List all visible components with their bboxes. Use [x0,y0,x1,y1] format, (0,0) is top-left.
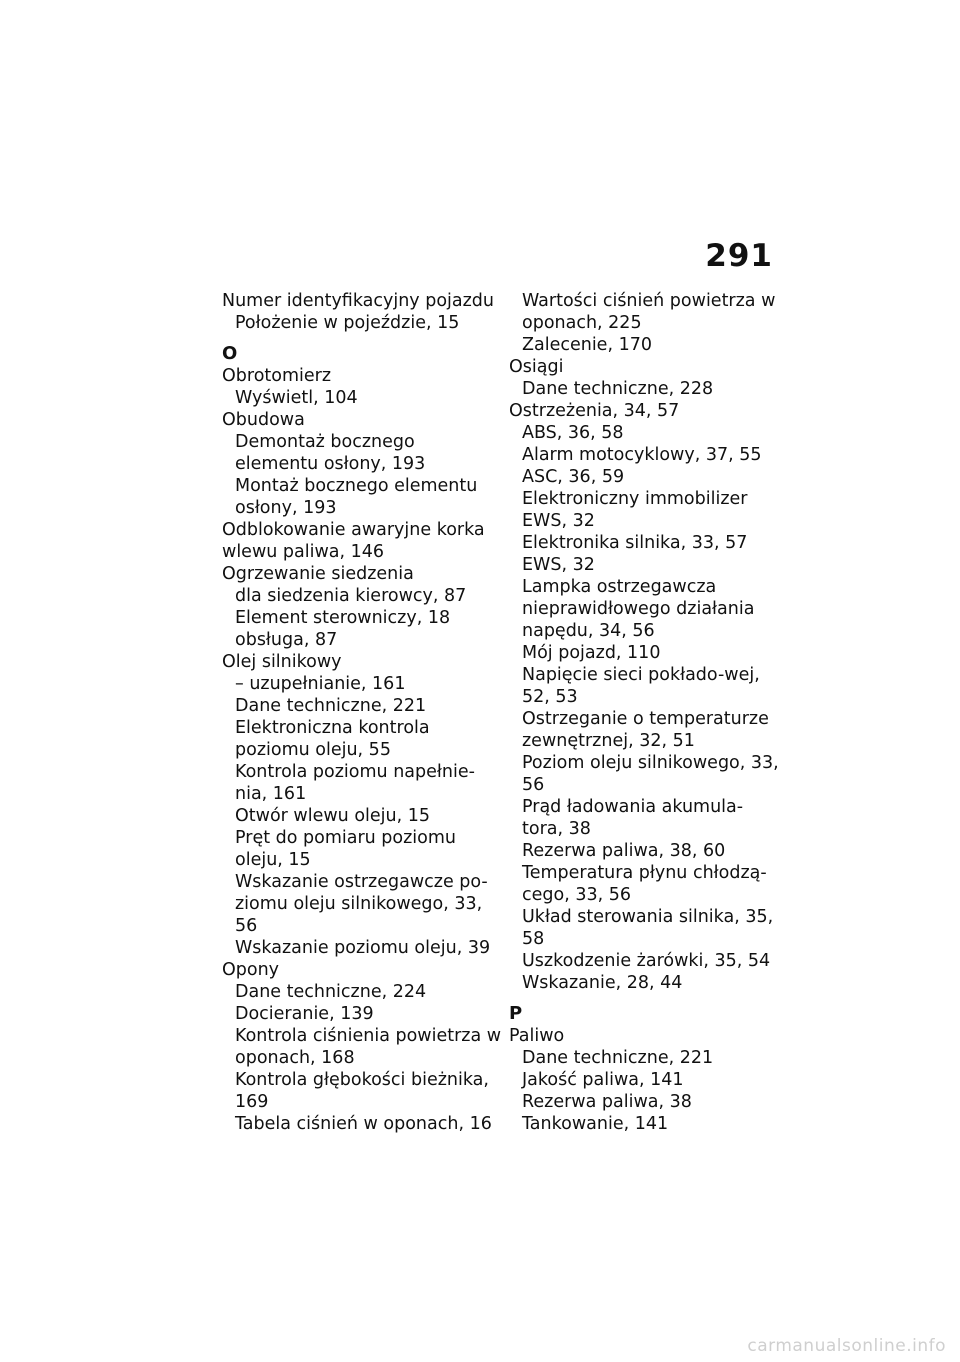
index-subentry: Elektroniczna kontrola poziomu oleju, 55 [235,718,430,760]
index-column-right [509,290,784,1135]
index-term: Obudowa [222,410,305,430]
index-subentry: Mój pojazd, 110 [522,643,661,663]
index-subentry: Elektronika silnika, 33, 57 [522,533,748,553]
index-subentry: Tankowanie, 141 [522,1114,669,1134]
index-term: Opony [222,960,280,980]
index-subentry: Alarm motocyklowy, 37, 55 [522,445,762,465]
index-term: Ogrzewanie siedzenia [222,564,414,584]
index-term: Obrotomierz [222,366,332,386]
index-term: Ostrzeżenia, 34, 57 [509,401,680,421]
index-subentry: Wyświetl, 104 [235,388,358,408]
index-term: Odblokowanie awaryjne korka wlewu paliwa, 146 [222,520,485,562]
index-subentry: Zalecenie, 170 [522,335,652,355]
index-subentry: Wskazanie, 28, 44 [522,973,683,993]
index-subentry: Rezerwa paliwa, 38, 60 [522,841,726,861]
watermark-footer: carmanualsonline.info [747,1336,946,1356]
index-subentry: obsługa, 87 [235,630,338,650]
index-subentry: Elektroniczny immobilizer EWS, 32 [522,489,748,531]
index-subentry: Dane techniczne, 221 [522,1048,714,1068]
index-subentry: Wartości ciśnień powietrza w oponach, 225 [522,291,776,333]
index-subentry: Rezerwa paliwa, 38 [522,1092,692,1112]
index-subentry: Lampka ostrzegawcza nieprawidłowego działania napędu, 34, 56 [522,577,755,641]
index-subentry: dla siedzenia kierowcy, 87 [235,586,467,606]
index-column-left [222,290,502,1135]
index-subentry: Układ sterowania silnika, 35, 58 [522,907,774,949]
index-subentry: Dane techniczne, 228 [522,379,714,399]
index-subentry: Montaż bocznego elementu osłony, 193 [235,476,478,518]
index-subentry: Dane techniczne, 224 [235,982,427,1002]
index-section-letter: O [222,343,238,364]
index-subentry: Temperatura płynu chłodzą-cego, 33, 56 [522,863,767,905]
index-subentry: Położenie w pojeździe, 15 [235,313,460,333]
index-subentry: ASC, 36, 59 [522,467,625,487]
index-subentry: Docieranie, 139 [235,1004,374,1024]
index-subentry: Uszkodzenie żarówki, 35, 54 [522,951,771,971]
index-subentry: Kontrola ciśnienia powietrza w oponach, 168 [235,1026,502,1068]
index-subentry: Otwór wlewu oleju, 15 [235,806,431,826]
index-section-letter: P [509,1003,523,1024]
index-term: Osiągi [509,357,564,377]
page-number: 291 [705,238,773,274]
index-subentry: Tabela ciśnień w oponach, 16 [235,1114,492,1134]
index-subentry: Demontaż bocznego elementu osłony, 193 [235,432,426,474]
index-subentry: Dane techniczne, 221 [235,696,427,716]
index-subentry: Prąd ładowania akumula-tora, 38 [522,797,744,839]
index-term: Olej silnikowy [222,652,342,672]
index-subentry: Wskazanie poziomu oleju, 39 [235,938,491,958]
index-subentry: EWS, 32 [522,555,595,575]
index-subentry: Poziom oleju silnikowego, 33, 56 [522,753,779,795]
index-term: Numer identyfikacyjny pojazdu [222,291,495,311]
index-subentry: Kontrola głębokości bieżnika, 169 [235,1070,489,1112]
index-subentry: Ostrzeganie o temperaturze zewnętrznej, 32, 51 [522,709,769,751]
index-subentry: – uzupełnianie, 161 [235,674,406,694]
index-subentry: Napięcie sieci pokłado-wej, 52, 53 [522,665,760,707]
index-subentry: Element sterowniczy, 18 [235,608,451,628]
index-subentry: Pręt do pomiaru poziomu oleju, 15 [235,828,457,870]
index-subentry: Wskazanie ostrzegawcze po-ziomu oleju silnikowego, 33, 56 [235,872,488,936]
index-subentry: Kontrola poziomu napełnie-nia, 161 [235,762,475,804]
index-subentry: ABS, 36, 58 [522,423,624,443]
index-subentry: Jakość paliwa, 141 [522,1070,684,1090]
index-term: Paliwo [509,1026,565,1046]
